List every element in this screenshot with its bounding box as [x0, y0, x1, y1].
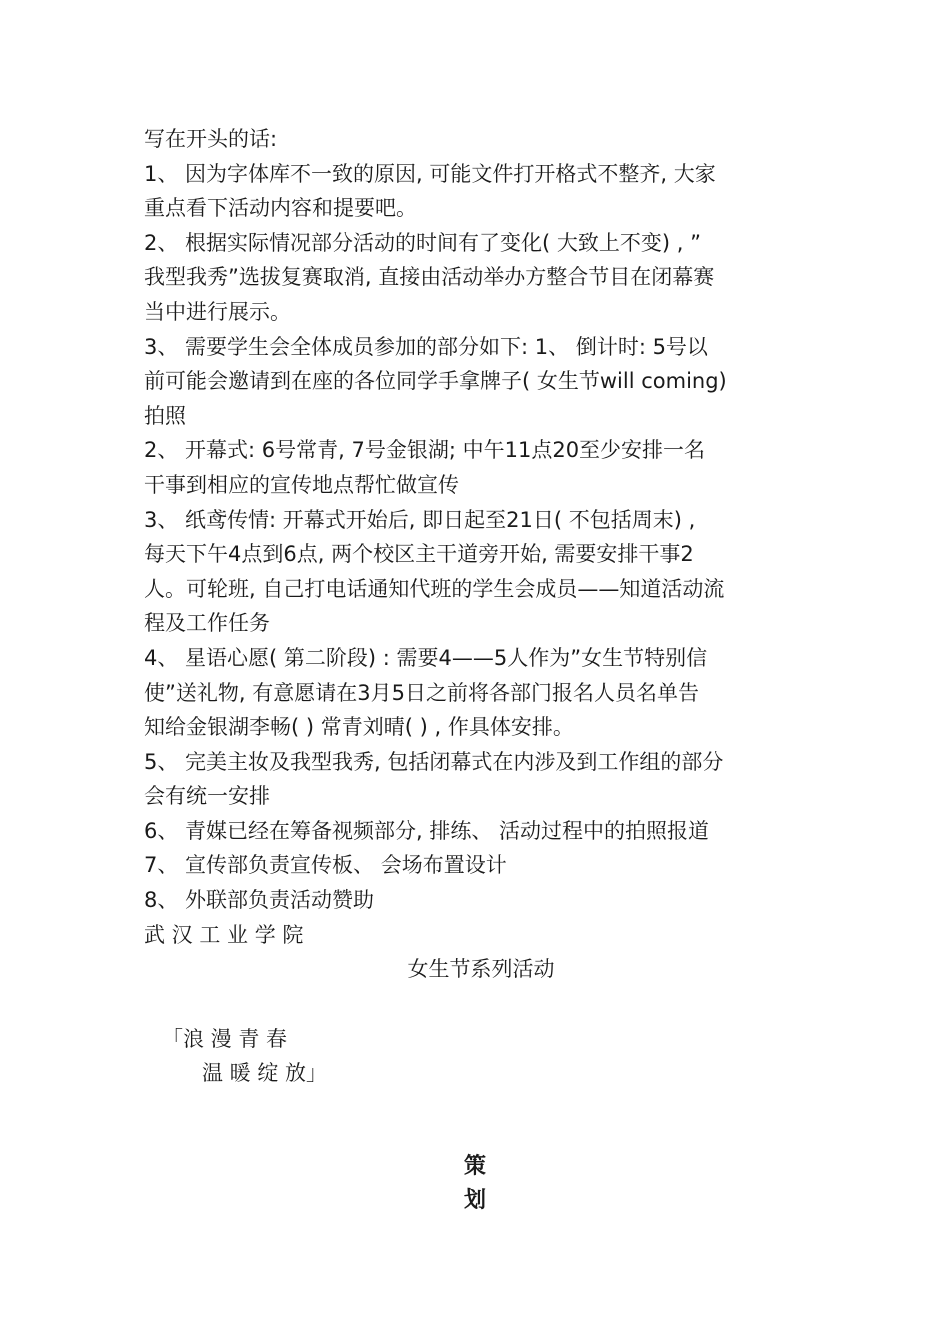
body-text — [144, 122, 812, 952]
text-line: 3、 需要学生会全体成员参加的部分如下: 1、 倒计时: 5号以 — [144, 334, 708, 359]
text-line: 人。可轮班, 自己打电话通知代班的学生会成员——知道活动流 — [144, 576, 725, 601]
text-line: 重点看下活动内容和提要吧。 — [144, 196, 417, 221]
text-line: 使”送礼物, 有意愿请在3月5日之前将各部门报名人员名单告 — [144, 680, 699, 705]
text-line: 1、 因为字体库不一致的原因, 可能文件打开格式不整齐, 大家 — [144, 161, 716, 186]
text-line: 7、 宣传部负责宣传板、 会场布置设计 — [144, 853, 507, 878]
text-line: 6、 青媒已经在筹备视频部分, 排练、 活动过程中的拍照报道 — [144, 818, 710, 843]
text-line: 8、 外联部负责活动赞助 — [144, 888, 375, 913]
intro-heading: 写在开头的话: — [144, 127, 278, 151]
text-line: 5、 完美主妆及我型我秀, 包括闭幕式在内涉及到工作组的部分 — [144, 749, 724, 774]
text-line: 前可能会邀请到在座的各位同学手拿牌子( 女生节will coming) — [144, 369, 727, 394]
text-line: 程及工作任务 — [144, 611, 270, 636]
text-line: 我型我秀”选拔复赛取消, 直接由活动举办方整合节目在闭幕赛 — [144, 265, 715, 290]
text-line: 当中进行展示。 — [144, 299, 291, 324]
text-line: 拍照 — [144, 403, 186, 428]
event-subtitle: 女生节系列活动 — [407, 957, 555, 981]
text-line: 2、 开幕式: 6号常青, 7号金银湖; 中午11点20至少安排一名 — [144, 438, 706, 463]
text-line: 4、 星语心愿( 第二阶段) : 需要4——5人作为”女生节特别信 — [144, 645, 708, 670]
text-line: 会有统一安排 — [144, 784, 270, 809]
plan-title-char-1: 策 — [463, 1154, 486, 1179]
text-line: 2、 根据实际情况部分活动的时间有了变化( 大致上不变) , ” — [144, 230, 702, 255]
plan-title-char-2: 划 — [463, 1188, 486, 1213]
text-line: 3、 纸鸢传情: 开幕式开始后, 即日起至21日( 不包括周末) , — [144, 507, 696, 532]
text-line: 知给金银湖李畅( ) 常青刘晴( ) , 作具体安排。 — [144, 715, 574, 740]
slogan-line-1: 「浪 漫 青 春 — [162, 1027, 288, 1051]
school-name: 武 汉 工 业 学 院 — [144, 922, 304, 947]
text-line: 干事到相应的宣传地点帮忙做宣传 — [144, 472, 459, 497]
text-line: 每天下午4点到6点, 两个校区主干道旁开始, 需要安排干事2 — [144, 542, 694, 567]
slogan-line-2: 温 暖 绽 放」 — [202, 1061, 328, 1085]
